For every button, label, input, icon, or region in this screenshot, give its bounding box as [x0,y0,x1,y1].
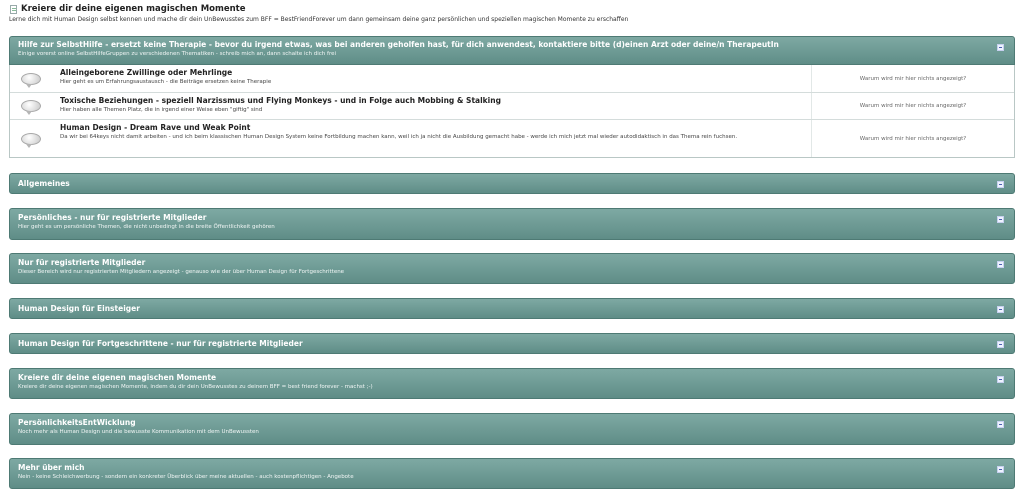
category-description: Dieser Bereich wird nur registrierten Mitgliedern angezeigt - genauso wie der über Human Design für Fortgeschrittene [18,269,345,275]
forum-title[interactable]: Toxische Beziehungen - speziell Narzissmus und Flying Monkeys - und in Folge auch Mobbing & Stalking [60,96,501,105]
collapse-minus-icon[interactable] [997,306,1004,313]
collapse-minus-icon[interactable] [997,44,1004,51]
forum-description: Da wir bei 64keys nicht damit arbeiten - und ich beim klassischen Human Design System keine Fortbildung machen kann, weil ich ja nicht die Ausbildung gemacht habe - werde ich mich jetzt mal wieder autodidaktisch in das Thema rein fuchsen. [60,134,738,140]
category-description: Hier geht es um persönliche Themen, die nicht unbedingt in die breite Öffentlichkeit gehören [18,224,275,230]
forum-last-post-info[interactable]: Warum wird mir hier nichts angezeigt? [859,103,967,109]
category-header[interactable] [9,333,1015,354]
category-hd-einsteiger [9,298,1015,319]
forum-description: Hier haben alle Themen Platz, die in irgend einer Weise eben "giftig" sind [60,107,263,113]
forum-row[interactable] [10,119,1014,157]
category-title[interactable]: Kreiere dir deine eigenen magischen Momente [18,373,217,382]
category-header[interactable] [9,458,1015,489]
forum-list [9,65,1015,158]
speech-bubble-icon [21,133,41,145]
category-header[interactable] [9,208,1015,240]
category-title[interactable]: Mehr über mich [18,463,85,472]
page-subtitle: Lerne dich mit Human Design selbst kennen und mache dir dein UnBewusstes zum BFF = BestFriendForever um dann gemeinsam deine ganz persönlichen und speziellen magischen Momente zu erschaffen [9,16,629,23]
category-title[interactable]: Hilfe zur SelbstHilfe - ersetzt keine Therapie - bevor du irgend etwas, was bei anderen geholfen hast, für dich anwendest, kontaktiere bitte (d)einen Arzt oder deine/n TherapeutIn [18,40,779,49]
category-header[interactable] [9,368,1015,399]
forum-last-post-info[interactable]: Warum wird mir hier nichts angezeigt? [859,135,967,142]
collapse-minus-icon[interactable] [997,341,1004,348]
category-magische-momente [9,368,1015,399]
page-title: Kreiere dir deine eigenen magischen Momente [21,4,246,14]
category-persoenliches [9,208,1015,240]
category-title[interactable]: Human Design für Fortgeschrittene - nur für registrierte Mitglieder [18,339,303,348]
category-description: Einige vorerst online SelbstHilfeGruppen zu verschiedenen Thematiken - schreib mich an, dann schalte ich dich frei [18,51,337,57]
category-title[interactable]: PersönlichkeitsEntWicklung [18,418,136,427]
category-title[interactable]: Human Design für Einsteiger [18,304,140,313]
speech-bubble-icon [21,73,41,85]
category-title[interactable]: Nur für registrierte Mitglieder [18,258,146,267]
category-hd-fortgeschrittene [9,333,1015,354]
category-header[interactable] [9,413,1015,445]
category-hilfe-zur-selbsthilfe [9,36,1015,158]
forum-title[interactable]: Human Design - Dream Rave und Weak Point [60,123,251,132]
category-header[interactable] [9,36,1015,65]
category-title[interactable]: Persönliches - nur für registrierte Mitglieder [18,213,207,222]
category-persoenlichkeitsentwicklung [9,413,1015,445]
collapse-minus-icon[interactable] [997,421,1004,428]
category-description: Kreiere dir deine eigenen magischen Momente, indem du dir dein UnBewusstes zu deinem BFF = best friend forever - machst ;-) [18,384,373,390]
category-header[interactable] [9,173,1015,194]
page-header [9,4,1015,24]
category-description: Nein - keine Schleichwerbung - sondern ein konkreter Überblick über meine aktuellen - auch kostenpflichtigen - Angebote [18,474,354,480]
category-mehr-ueber-mich [9,458,1015,489]
collapse-minus-icon[interactable] [997,376,1004,383]
forum-row[interactable] [10,65,1014,92]
forum-description: Hier geht es um Erfahrungsaustausch - die Beiträge ersetzen keine Therapie [60,79,272,85]
category-nur-registrierte [9,253,1015,284]
forum-last-post-info[interactable]: Warum wird mir hier nichts angezeigt? [859,75,967,82]
collapse-minus-icon[interactable] [997,466,1004,473]
collapse-minus-icon[interactable] [997,181,1004,188]
category-header[interactable] [9,298,1015,319]
category-header[interactable] [9,253,1015,284]
category-description: Noch mehr als Human Design und die bewusste Kommunikation mit dem UnBewussten [18,429,259,435]
speech-bubble-icon [21,100,41,112]
forum-row[interactable] [10,92,1014,119]
category-title[interactable]: Allgemeines [18,179,70,188]
category-allgemeines [9,173,1015,194]
forum-title[interactable]: Alleingeborene Zwillinge oder Mehrlinge [60,68,233,77]
collapse-minus-icon[interactable] [997,261,1004,268]
collapse-minus-icon[interactable] [997,216,1004,223]
forum-page-icon [9,5,18,15]
